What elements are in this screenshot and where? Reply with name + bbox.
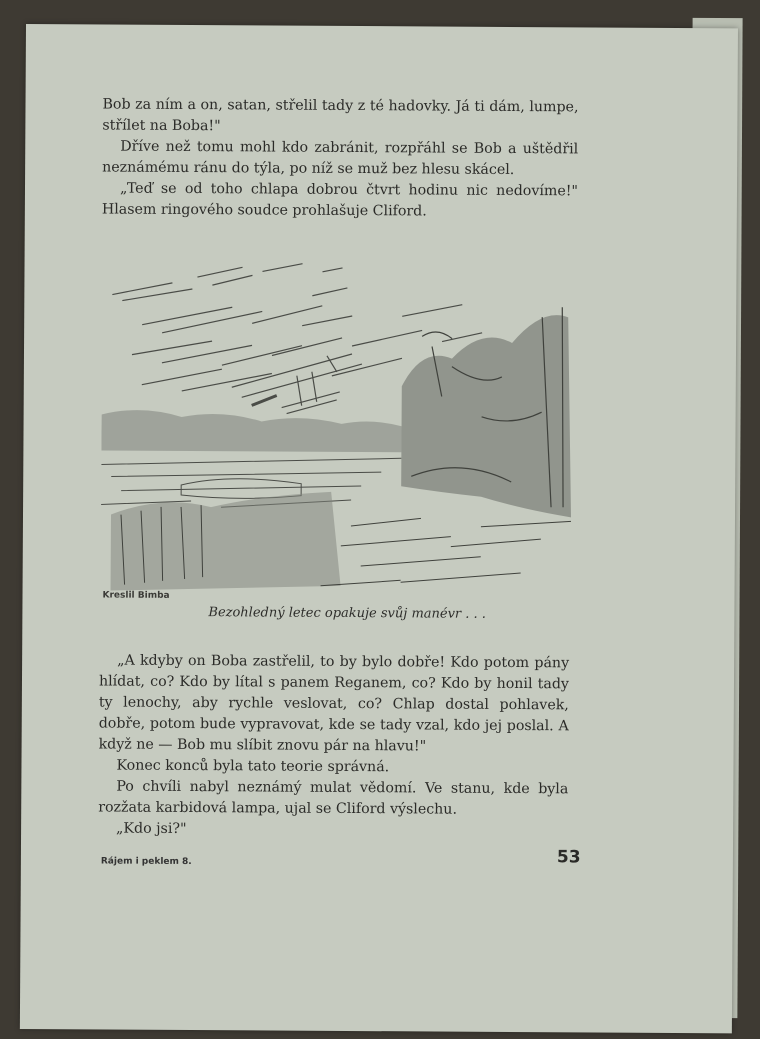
page-number: 53 <box>556 847 581 868</box>
paragraph: „A kdyby on Boba zastřelil, to by bylo dobře! Kdo potom pány hlídat, co? Kdo by lítal s panem Reganem, co? Kdo by honil tady ty lenochy, aby rychle veslovat, co? Chlap dostal pohlavek, dobře, potom bude vypravovat, kde se tady vzal, kdo jej poslal. A když ne — Bob mu slíbit znovu pár na hlavu!" <box>98 652 570 755</box>
illustration-caption: Bezohledný letec opakuje svůj manévr . . . <box>208 605 487 622</box>
top-text <box>102 94 579 223</box>
paragraph: Bob za ním a on, satan, střelil tady z té hadovky. Já ti dám, lumpe, střílet na Boba!" <box>102 96 579 135</box>
signature-mark: Rájem i peklem 8. <box>100 856 192 868</box>
bottom-text <box>98 650 569 842</box>
illustration-credit: Kreslil Bimba <box>102 590 170 601</box>
book-page <box>20 24 738 1033</box>
paragraph: Dříve než tomu mohl kdo zabránit, rozpřáhl se Bob a uštědřil neznámému ránu do týla, po níž se muž bez hlesu skácel. <box>102 138 579 178</box>
seaplane-river-illustration <box>101 244 577 593</box>
paragraph: „Teď se od toho chlapa dobrou čtvrt hodinu nic nedovíme!" Hlasem ringového soudce prohlašuje Cliford. <box>101 180 579 220</box>
paragraph: „Kdo jsi?" <box>116 820 187 837</box>
paragraph: Konec konců byla tato teorie správná. <box>116 757 390 776</box>
paragraph: Po chvíli nabyl neznámý mulat vědomí. Ve stanu, kde byla rozžata karbidová lampa, ujal se Cliford výslechu. <box>98 778 569 818</box>
